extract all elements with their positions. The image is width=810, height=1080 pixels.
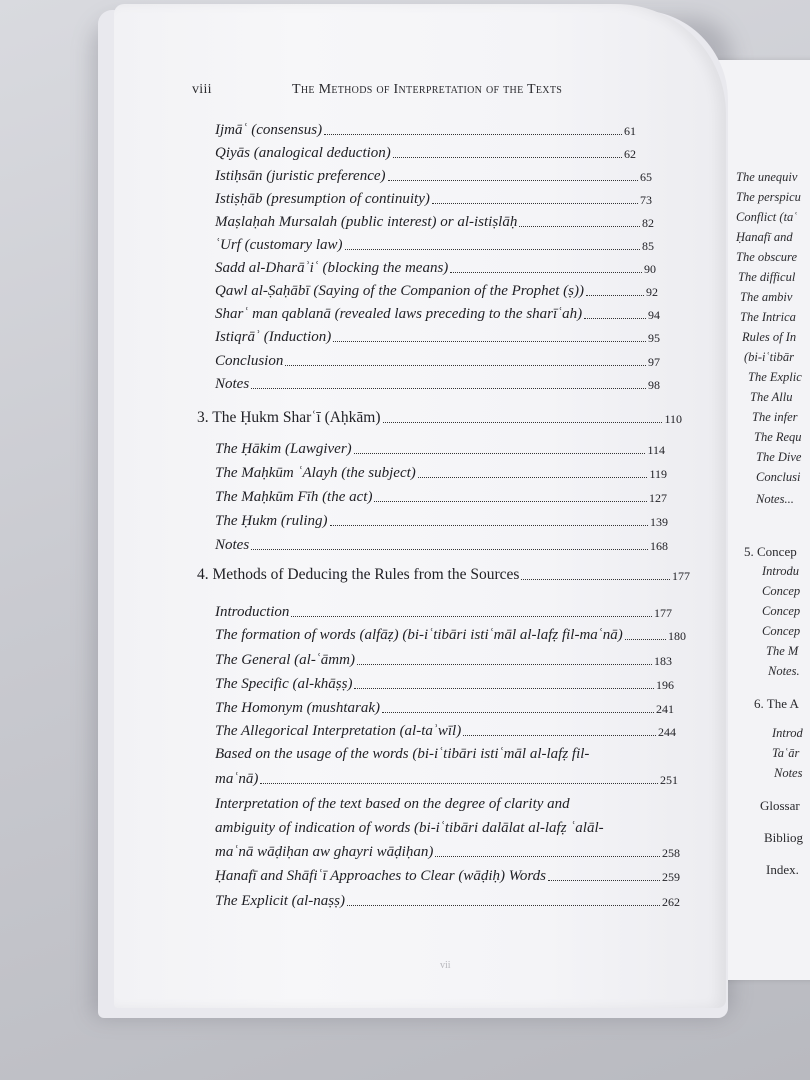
toc-entry bbox=[215, 771, 678, 788]
leader-dots bbox=[291, 616, 652, 617]
toc-entry bbox=[215, 537, 668, 554]
toc-page-number: 119 bbox=[649, 467, 667, 482]
toc-page-number: 110 bbox=[664, 412, 682, 427]
right-page-entry: The Requ bbox=[754, 430, 802, 444]
toc-page-number: 61 bbox=[624, 124, 636, 139]
leader-dots bbox=[393, 157, 622, 158]
toc-entry bbox=[215, 820, 660, 837]
toc-entry-title: ʿUrf (customary law) bbox=[215, 237, 343, 253]
leader-dots bbox=[324, 134, 622, 135]
leader-dots bbox=[435, 856, 660, 857]
right-page-entry: The perspicu bbox=[736, 190, 801, 204]
leader-dots bbox=[418, 477, 648, 478]
toc-entry bbox=[215, 676, 674, 693]
right-page-entry: Glossar bbox=[760, 798, 800, 813]
toc-page-number: 168 bbox=[650, 539, 668, 554]
toc-entry-title: Qiyās (analogical deduction) bbox=[215, 145, 391, 161]
toc-entry bbox=[215, 283, 658, 300]
toc-entry bbox=[215, 723, 676, 740]
leader-dots bbox=[586, 295, 644, 296]
toc-entry bbox=[215, 465, 667, 482]
leader-dots bbox=[357, 664, 652, 665]
toc-entry bbox=[215, 122, 636, 139]
right-page-entry: Conclusi bbox=[756, 470, 801, 484]
right-page-entry: Concep bbox=[762, 604, 801, 618]
right-page-entry: Concep bbox=[762, 584, 801, 598]
toc-entry-title: 4. Methods of Deducing the Rules from the Sources bbox=[197, 566, 520, 583]
right-page-entry: 6. The A bbox=[754, 696, 799, 711]
toc-page-number: 62 bbox=[624, 147, 636, 162]
leader-dots bbox=[519, 226, 640, 227]
toc-entry-title: maʿnā) bbox=[215, 771, 259, 787]
toc-entry-title: Introduction bbox=[215, 604, 290, 620]
toc-entry-title: The Maḥkūm ʿAlayh (the subject) bbox=[215, 465, 416, 481]
leader-dots bbox=[251, 549, 648, 550]
leader-dots bbox=[354, 453, 646, 454]
toc-page-number: 73 bbox=[640, 193, 652, 208]
toc-entry-title: The General (al-ʿāmm) bbox=[215, 652, 355, 668]
toc-chapter-entry bbox=[197, 409, 682, 427]
toc-entry-title: Maṣlaḥah Mursalah (public interest) or al-istiṣlāḥ bbox=[215, 214, 518, 230]
leader-dots bbox=[347, 905, 660, 906]
toc-entry-title: The Specific (al-khāṣṣ) bbox=[215, 676, 353, 692]
toc-entry bbox=[215, 489, 667, 506]
leader-dots bbox=[383, 422, 663, 423]
toc-entry-title: Istiḥsān (juristic preference) bbox=[215, 168, 386, 184]
right-page-entry: Introd bbox=[772, 726, 803, 740]
toc-chapter-entry bbox=[197, 566, 690, 584]
toc-entry bbox=[215, 376, 660, 393]
leader-dots bbox=[333, 341, 646, 342]
toc-entry bbox=[215, 513, 668, 530]
faint-page-mark: vii bbox=[440, 960, 451, 971]
toc-page-number: 97 bbox=[648, 355, 660, 370]
right-page-entry: The obscure bbox=[736, 250, 797, 264]
toc-page-number: 258 bbox=[662, 846, 680, 861]
page-number: viii bbox=[192, 82, 212, 97]
toc-entry-title: The formation of words (alfāẓ) (bi-iʿtibāri istiʿmāl al-lafẓ fil-maʿnā) bbox=[215, 627, 623, 643]
toc-entry bbox=[215, 604, 672, 621]
toc-entry-title: ambiguity of indication of words (bi-iʿtibāri dalālat al-lafẓ ʿalāl- bbox=[215, 820, 604, 836]
right-page-entry: Taʿār bbox=[772, 746, 800, 760]
leader-dots bbox=[450, 272, 642, 273]
toc-entry-title: Istiqrāʾ (Induction) bbox=[215, 329, 332, 345]
toc-entry bbox=[215, 237, 654, 254]
toc-page-number: 139 bbox=[650, 515, 668, 530]
right-page-entry: The Allu bbox=[750, 390, 793, 404]
toc-entry bbox=[215, 796, 660, 813]
right-page-entry: The difficul bbox=[738, 270, 796, 284]
right-page-entry: The infer bbox=[752, 410, 798, 424]
right-page-entry: Concep bbox=[762, 624, 801, 638]
leader-dots bbox=[285, 365, 646, 366]
right-page-entry: Notes. bbox=[768, 664, 800, 678]
toc-entry-title: 3. The Ḥukm Sharʿī (Aḥkām) bbox=[197, 409, 381, 426]
leader-dots bbox=[354, 688, 654, 689]
toc-entry-title: Sadd al-Dharāʾiʿ (blocking the means) bbox=[215, 260, 449, 276]
toc-entry bbox=[215, 145, 636, 162]
toc-page-number: 65 bbox=[640, 170, 652, 185]
leader-dots bbox=[548, 880, 660, 881]
right-page-entry: 5. Concep bbox=[744, 544, 797, 559]
right-page-entry: The Intrica bbox=[740, 310, 796, 324]
right-page-entry: Conflict (taʿ bbox=[736, 210, 798, 224]
toc-entry bbox=[215, 260, 656, 277]
leader-dots bbox=[521, 579, 670, 580]
toc-entry-title: The Maḥkūm Fīh (the act) bbox=[215, 489, 373, 505]
toc-entry bbox=[215, 844, 680, 861]
leader-dots bbox=[345, 249, 641, 250]
toc-page-number: 259 bbox=[662, 870, 680, 885]
right-page-entry: The Explic bbox=[748, 370, 802, 384]
toc-page-number: 82 bbox=[642, 216, 654, 231]
toc-entry bbox=[215, 168, 652, 185]
toc-page-number: 94 bbox=[648, 308, 660, 323]
toc-entry bbox=[215, 893, 680, 910]
toc-page-number: 196 bbox=[656, 678, 674, 693]
toc-entry bbox=[215, 627, 686, 644]
toc-page-number: 177 bbox=[654, 606, 672, 621]
toc-entry-title: The Explicit (al-naṣṣ) bbox=[215, 893, 345, 909]
toc-entry bbox=[215, 441, 665, 458]
toc-entry-title: maʿnā wāḍiḥan aw ghayri wāḍiḥan) bbox=[215, 844, 434, 860]
toc-page-number: 92 bbox=[646, 285, 658, 300]
toc-page-number: 244 bbox=[658, 725, 676, 740]
toc-entry bbox=[215, 329, 660, 346]
leader-dots bbox=[374, 501, 647, 502]
right-page-entry: Introdu bbox=[762, 564, 800, 578]
toc-entry-title: The Allegorical Interpretation (al-taʾwīl) bbox=[215, 723, 462, 739]
leader-dots bbox=[388, 180, 638, 181]
leader-dots bbox=[584, 318, 646, 319]
toc-entry-title: The Ḥākim (Lawgiver) bbox=[215, 441, 352, 457]
toc-page-number: 95 bbox=[648, 331, 660, 346]
toc-entry bbox=[215, 306, 660, 323]
leader-dots bbox=[463, 735, 656, 736]
toc-entry-title: Ḥanafī and Shāfiʿī Approaches to Clear (wāḍiḥ) Words bbox=[215, 868, 546, 884]
right-page-entry: Bibliog bbox=[764, 830, 804, 845]
toc-entry-title: The Homonym (mushtarak) bbox=[215, 700, 380, 716]
right-page-entry: Rules of In bbox=[742, 330, 797, 344]
right-page-entry: Notes bbox=[774, 766, 803, 780]
toc-entry bbox=[215, 868, 680, 885]
leader-dots bbox=[260, 783, 658, 784]
right-page-entry: The unequiv bbox=[736, 170, 798, 184]
right-page-entry: The Dive bbox=[756, 450, 802, 464]
toc-entry-title: Sharʿ man qablanā (revealed laws preceding to the sharīʿah) bbox=[215, 306, 583, 322]
right-page-entry: Ḥanafī and bbox=[736, 230, 793, 244]
right-page-entry: Index. bbox=[766, 862, 799, 877]
toc-entry bbox=[215, 214, 654, 231]
right-page-entry: The ambiv bbox=[740, 290, 793, 304]
toc-entry-title: Based on the usage of the words (bi-iʿtibāri istiʿmāl al-lafẓ fil- bbox=[215, 746, 590, 762]
leader-dots bbox=[432, 203, 638, 204]
toc-page-number: 90 bbox=[644, 262, 656, 277]
toc-page-number: 251 bbox=[660, 773, 678, 788]
toc-entry-title: Ijmāʿ (consensus) bbox=[215, 122, 323, 138]
toc-page-number: 98 bbox=[648, 378, 660, 393]
toc-entry-title: Interpretation of the text based on the degree of clarity and bbox=[215, 796, 570, 812]
running-title: The Methods of Interpretation of the Texts bbox=[292, 82, 563, 97]
leader-dots bbox=[625, 639, 666, 640]
toc-entry bbox=[215, 746, 660, 763]
right-page-entry: The M bbox=[766, 644, 799, 658]
right-page-entry: Notes... bbox=[756, 492, 794, 506]
leader-dots bbox=[382, 712, 654, 713]
toc-entry-title: Istiṣḥāb (presumption of continuity) bbox=[215, 191, 430, 207]
leader-dots bbox=[251, 388, 646, 389]
toc-entry bbox=[215, 652, 672, 669]
toc-page-number: 177 bbox=[672, 569, 690, 584]
toc-page-number: 127 bbox=[649, 491, 667, 506]
toc-page-number: 183 bbox=[654, 654, 672, 669]
toc-entry bbox=[215, 700, 674, 717]
toc-entry-title: Conclusion bbox=[215, 353, 284, 369]
toc-page-number: 114 bbox=[647, 443, 665, 458]
toc-page-number: 180 bbox=[668, 629, 686, 644]
toc-entry bbox=[215, 353, 660, 370]
toc-page-number: 85 bbox=[642, 239, 654, 254]
toc-entry-title: Notes bbox=[215, 537, 250, 553]
toc-page-number: 262 bbox=[662, 895, 680, 910]
toc-entry-title: The Ḥukm (ruling) bbox=[215, 513, 328, 529]
toc-entry bbox=[215, 191, 652, 208]
leader-dots bbox=[330, 525, 649, 526]
toc-page-number: 241 bbox=[656, 702, 674, 717]
toc-entry-title: Qawl al-Ṣaḥābī (Saying of the Companion of the Prophet (ṣ)) bbox=[215, 283, 584, 299]
right-page-entry: (bi-iʿtibār bbox=[744, 350, 794, 364]
toc-entry-title: Notes bbox=[215, 376, 250, 392]
